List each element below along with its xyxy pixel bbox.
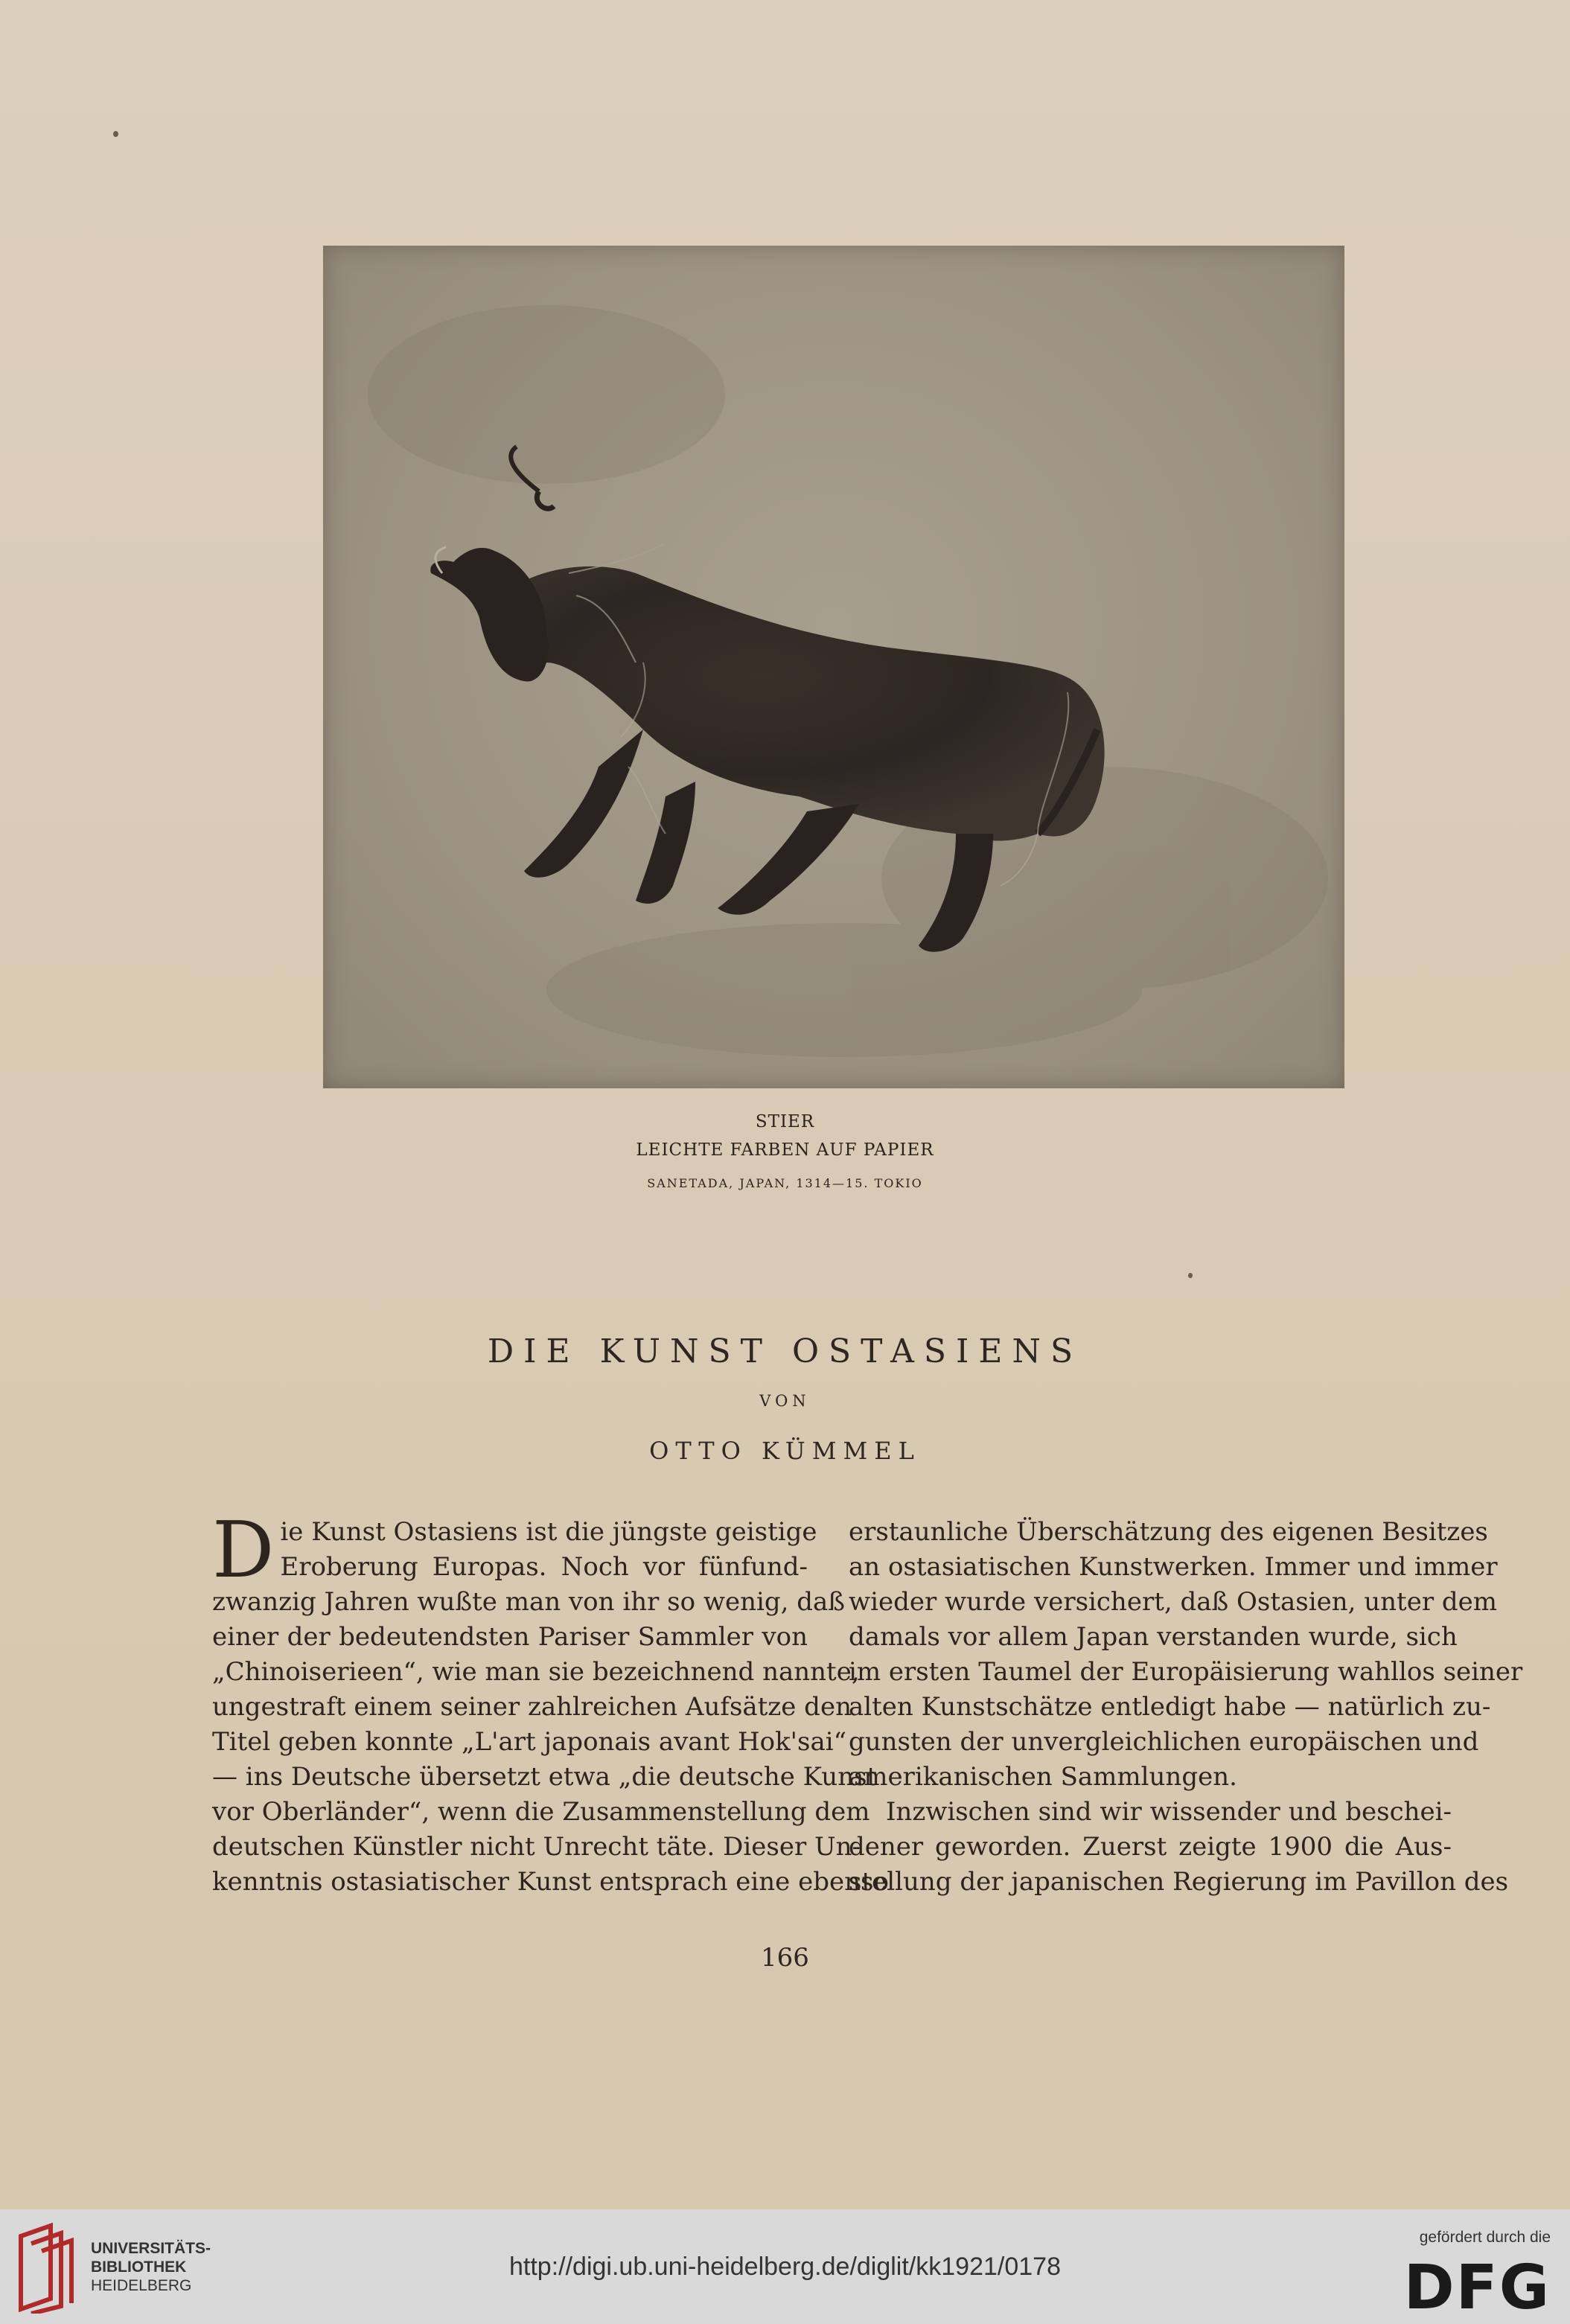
paper-speck	[1188, 1273, 1193, 1278]
text-line: amerikanischen Sammlungen.	[849, 1762, 1237, 1792]
text-line: stellung der japanischen Regierung im Pavillon des	[849, 1867, 1509, 1897]
text-line: dener geworden. Zuerst zeigte 1900 die Aus-	[849, 1832, 1452, 1862]
text-line: Inzwischen sind wir wissender und beschei-	[886, 1797, 1452, 1827]
plate-image	[323, 246, 1344, 1088]
text-line: vor Oberländer“, wenn die Zusammenstellung dem	[212, 1797, 870, 1827]
text-line: einer der bedeutendsten Pariser Sammler von	[212, 1622, 808, 1652]
text-column-right	[849, 1515, 1523, 1900]
text-line: Titel geben konnte „L'art japonais avant Hok'sai“	[212, 1727, 846, 1757]
text-line: — ins Deutsche übersetzt etwa „die deutsche Kunst	[212, 1762, 878, 1792]
caption-medium: LEICHTE FARBEN AUF PAPIER	[636, 1140, 934, 1160]
text-line: deutschen Künstler nicht Unrecht täte. Dieser Un-	[212, 1832, 861, 1862]
byline-von: VON	[759, 1392, 811, 1410]
text-line: Eroberung Europas. Noch vor fünfund-	[280, 1552, 808, 1582]
text-line: alten Kunstschätze entledigt habe — natürlich zu-	[849, 1692, 1491, 1722]
text-line: gunsten der unvergleichlichen europäischen und	[849, 1727, 1479, 1757]
text-line: an ostasiatischen Kunstwerken. Immer und immer	[849, 1552, 1498, 1582]
bull-painting	[323, 246, 1344, 1088]
text-line: zwanzig Jahren wußte man von ihr so wenig, daß	[212, 1587, 845, 1617]
page-number: 166	[761, 1943, 809, 1973]
library-line-1: UNIVERSITÄTS-	[91, 2240, 211, 2257]
library-line-3: HEIDELBERG	[91, 2277, 192, 2294]
text-column-left	[212, 1504, 889, 1900]
library-line-2: BIBLIOTHEK	[91, 2258, 187, 2276]
text-line: im ersten Taumel der Europäisierung wahllos seiner	[849, 1657, 1523, 1687]
text-line: erstaunliche Überschätzung des eigenen Besitzes	[849, 1517, 1488, 1547]
text-line: wieder wurde versichert, daß Ostasien, unter dem	[849, 1587, 1498, 1617]
text-line: kenntnis ostasiatischer Kunst entsprach eine ebenso	[212, 1867, 889, 1897]
text-line: damals vor allem Japan verstanden wurde, sich	[849, 1622, 1458, 1652]
caption-credit: SANETADA, JAPAN, 1314—15. TOKIO	[647, 1176, 923, 1190]
dropcap: D	[212, 1504, 275, 1595]
text-line: „Chinoiserieen“, wie man sie bezeichnend nannte,	[212, 1657, 860, 1687]
author-name: OTTO KÜMMEL	[649, 1437, 921, 1465]
funding-note: gefördert durch die	[1419, 2229, 1551, 2246]
paper-speck	[113, 131, 118, 137]
text-line: ie Kunst Ostasiens ist die jüngste geistige	[280, 1517, 817, 1547]
source-url-link[interactable]: http://digi.ub.uni-heidelberg.de/diglit/kk1921/0178	[509, 2253, 1061, 2281]
caption-title: STIER	[755, 1112, 815, 1131]
footer-bar	[0, 2209, 1570, 2324]
dfg-logo[interactable]: DFG	[1403, 2253, 1551, 2323]
article-title: DIE KUNST OSTASIENS	[487, 1332, 1083, 1370]
text-line: ungestraft einem seiner zahlreichen Aufsätze den	[212, 1692, 852, 1722]
